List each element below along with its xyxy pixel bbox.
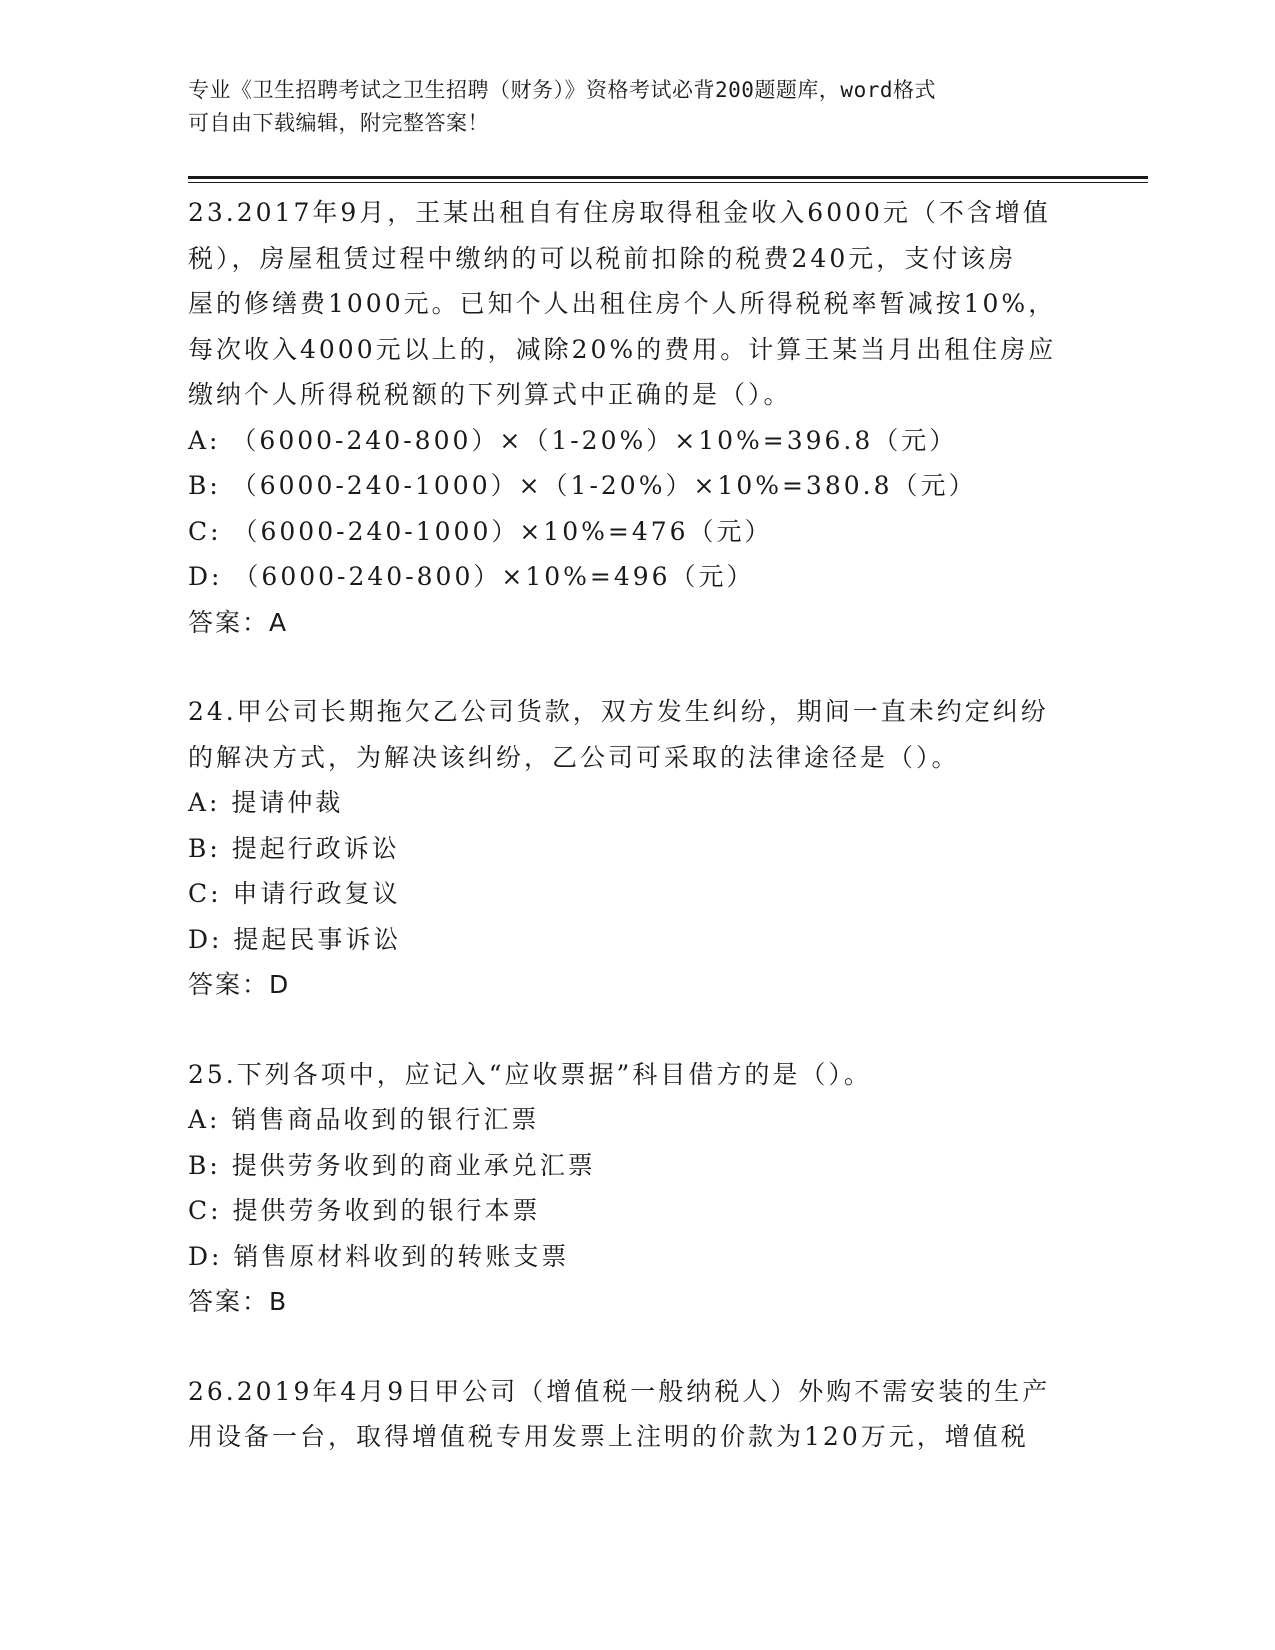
header-line-1: 专业《卫生招聘考试之卫生招聘（财务）》资格考试必背200题题库，word格式 [188, 78, 936, 102]
question-stem [188, 689, 1088, 780]
answer-label: 答案：A [188, 607, 289, 637]
stem-line: 用设备一台，取得增值税专用发票上注明的价款为120万元，增值税 [188, 1422, 1029, 1451]
option-a: A: （6000-240-800）×（1-20%）×10%=396.8（元） [188, 425, 958, 455]
question-stem [188, 190, 1088, 418]
question-stem [188, 1369, 1088, 1460]
stem-line: 税），房屋租赁过程中缴纳的可以税前扣除的税费240元，支付该房 [188, 243, 1017, 273]
option-b: B: （6000-240-1000）×（1-20%）×10%=380.8（元） [188, 471, 977, 500]
spacer [188, 645, 1088, 689]
option-d: D: 销售原材料收到的转账支票 [188, 1241, 570, 1271]
option-a: A: 销售商品收到的银行汇票 [188, 1105, 540, 1134]
header-divider-thick [188, 176, 1148, 179]
question-list [188, 190, 1088, 1460]
option-b: B: 提供劳务收到的商业承兑汇票 [188, 1150, 596, 1180]
option-d: D: （6000-240-800）×10%=496（元） [188, 562, 755, 591]
stem-line: 每次收入4000元以上的，减除20%的费用。计算王某当月出租住房应 [188, 334, 1057, 364]
stem-line: 缴纳个人所得税税额的下列算式中正确的是（）。 [188, 380, 792, 409]
option-c: C: 提供劳务收到的银行本票 [188, 1196, 541, 1225]
stem-line: 24.甲公司长期拖欠乙公司货款，双方发生纠纷，期间一直未约定纠纷 [188, 697, 1049, 726]
document-header [188, 74, 1068, 140]
header-line-2: 可自由下载编辑，附完整答案！ [188, 111, 489, 135]
question-24 [188, 689, 1088, 1008]
spacer [188, 1008, 1088, 1052]
answer-label: 答案：B [188, 1287, 289, 1316]
spacer [188, 1325, 1088, 1369]
stem-line: 25.下列各项中，应记入“应收票据”科目借方的是（）。 [188, 1059, 872, 1089]
stem-line: 的解决方式，为解决该纠纷，乙公司可采取的法律途径是（）。 [188, 742, 960, 772]
answer-label: 答案：D [188, 970, 291, 999]
header-divider-thin [188, 182, 1148, 183]
question-stem [188, 1052, 1088, 1098]
stem-line: 23.2017年9月，王某出租自有住房取得租金收入6000元（不含增值 [188, 198, 1051, 227]
stem-line: 26.2019年4月9日甲公司（增值税一般纳税人）外购不需安装的生产 [188, 1376, 1051, 1406]
question-26 [188, 1369, 1088, 1460]
option-c: C: （6000-240-1000）×10%=476（元） [188, 516, 773, 546]
stem-line: 屋的修缮费1000元。已知个人出租住房个人所得税税率暂减按10%， [188, 289, 1057, 318]
option-b: B: 提起行政诉讼 [188, 833, 400, 863]
option-d: D: 提起民事诉讼 [188, 924, 402, 954]
question-23 [188, 190, 1088, 645]
question-25 [188, 1052, 1088, 1325]
option-a: A: 提请仲裁 [188, 788, 344, 817]
option-c: C: 申请行政复议 [188, 879, 401, 908]
